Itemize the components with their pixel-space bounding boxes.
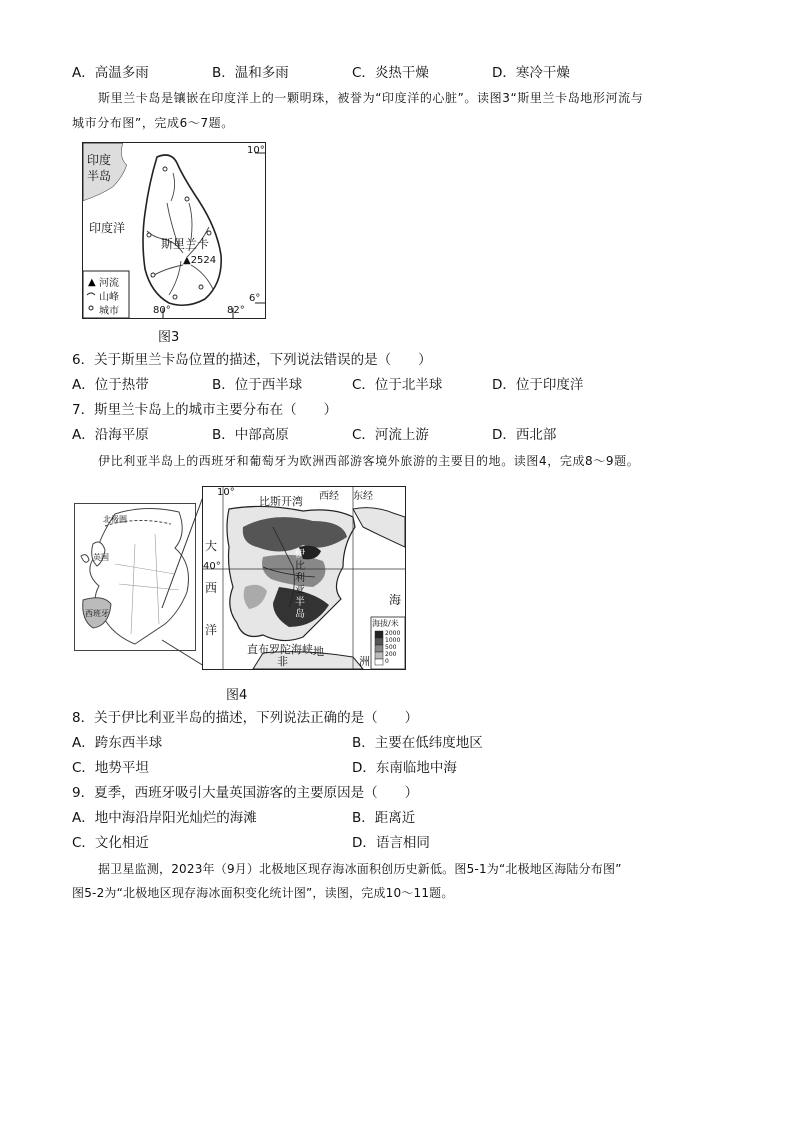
inset-spain-label: 西班牙 [85, 609, 109, 618]
q6-option-d: D．位于印度洋 [492, 377, 584, 393]
label-iberia-4: 亚 [295, 585, 305, 596]
q9-option-c: C．文化相近 [72, 835, 149, 851]
label-atlantic-3: 洋 [205, 623, 218, 637]
label-peninsula: 半岛 [87, 169, 112, 183]
legend-elevation-levels [385, 630, 400, 665]
intro-5-line-2: 图5-2为“北极地区现存海冰面积变化统计图”，读图，完成10～11题。 [72, 886, 454, 900]
label-west-lon: 西经 [319, 491, 339, 502]
q7-stem: 7．斯里兰卡岛上的城市主要分布在（ ） [72, 402, 338, 418]
svg-text:▲: ▲ [88, 277, 96, 288]
label-lon-80: 80° [153, 305, 171, 316]
q5-option-a: A．高温多雨 [72, 65, 149, 81]
label-lat-10: 10° [247, 145, 265, 156]
elevation-legend-swatches [375, 631, 383, 665]
label-med-land: 地 [313, 645, 324, 658]
legend-level-500: 500 [385, 644, 397, 651]
label-peak-elevation: ▲2524 [183, 255, 217, 266]
q7-option-b: B．中部高原 [212, 427, 289, 443]
q5-option-b: B．温和多雨 [212, 65, 289, 81]
label-iberia-2: 比 [295, 561, 305, 572]
label-sri-lanka: 斯里兰卡 [161, 237, 210, 251]
label-iberia-6: 岛 [295, 609, 305, 620]
label-africa-1: 非 [277, 655, 288, 668]
inset-connector-lines [160, 490, 206, 670]
legend-level-0: 0 [385, 658, 389, 665]
intro-3-line-1: 斯里兰卡岛是镶嵌在印度洋上的一颗明珠，被誉为“印度洋的心脏”。读图3“斯里兰卡岛地形河流与 [98, 91, 644, 105]
q9-stem: 9．夏季，西班牙吸引大量英国游客的主要原因是（ ） [72, 785, 419, 801]
inset-arctic-label: 北极圈 [103, 515, 127, 524]
q6-option-b: B．位于西半球 [212, 377, 303, 393]
label-iberia-3: 利 [295, 573, 305, 584]
legend-level-200: 200 [385, 651, 397, 658]
q8-option-a: A．跨东西半球 [72, 735, 163, 751]
legend-level-2000: 2000 [385, 630, 401, 637]
label-lat-40: 40° [203, 561, 221, 572]
legend-city: 城市 [99, 306, 119, 317]
q8-stem: 8．关于伊比利亚半岛的描述，下列说法正确的是（ ） [72, 710, 419, 726]
intro-4-line-1: 伊比利亚半岛上的西班牙和葡萄牙为欧洲西部游客境外旅游的主要目的地。读图4，完成8～9题。 [98, 454, 640, 468]
q6-stem: 6．关于斯里兰卡岛位置的描述，下列说法错误的是（ ） [72, 352, 432, 368]
legend-river: 河流 [99, 278, 119, 289]
legend-peak: 山峰 [99, 292, 119, 303]
label-med-sea: 海 [389, 593, 402, 607]
q7-option-c: C．河流上游 [352, 427, 429, 443]
label-atlantic-2: 西 [205, 581, 218, 595]
label-lat-6: 6° [249, 293, 261, 304]
label-iberia-5: 半 [295, 597, 305, 608]
legend-elevation-title: 海拔/米 [372, 619, 399, 628]
q5-option-d: D．寒冷干燥 [492, 65, 570, 81]
legend-level-1000: 1000 [385, 637, 401, 644]
q9-option-d: D．语言相同 [352, 835, 430, 851]
figure-3-caption: 图3 [158, 330, 180, 345]
q8-option-d: D．东南临地中海 [352, 760, 457, 776]
inset-uk-label: 英国 [93, 553, 109, 562]
figure-4-caption: 图4 [226, 688, 248, 703]
q8-option-b: B．主要在低纬度地区 [352, 735, 483, 751]
label-east-lon: 东经 [353, 491, 373, 502]
label-atlantic-1: 大 [205, 539, 218, 553]
q8-option-c: C．地势平坦 [72, 760, 149, 776]
intro-5-line-1: 据卫星监测，2023年（9月）北极地区现存海冰面积创历史新低。图5-1为“北极地区海陆分布图” [98, 862, 622, 876]
intro-3-line-2: 城市分布图”，完成6～7题。 [72, 116, 234, 130]
q6-option-c: C．位于北半球 [352, 377, 443, 393]
label-biscay: 比斯开湾 [259, 495, 303, 508]
q9-option-a: A．地中海沿岸阳光灿烂的海滩 [72, 810, 257, 826]
label-indian-ocean: 印度洋 [89, 221, 126, 235]
q9-option-b: B．距离近 [352, 810, 416, 826]
q7-option-d: D．西北部 [492, 427, 557, 443]
q5-option-c: C．炎热干燥 [352, 65, 429, 81]
figure-3-map [82, 142, 266, 319]
label-lon-82: 82° [227, 305, 245, 316]
label-india: 印度 [87, 153, 112, 167]
q6-option-a: A．位于热带 [72, 377, 149, 393]
label-africa-2: 洲 [359, 655, 370, 668]
label-gibraltar: 直布罗陀海峡 [247, 643, 313, 656]
label-lon-10w: 10° [217, 487, 235, 498]
label-iberia-1: 伊 [295, 549, 305, 560]
figure-4-iberia-map [202, 486, 406, 670]
q7-option-a: A．沿海平原 [72, 427, 149, 443]
